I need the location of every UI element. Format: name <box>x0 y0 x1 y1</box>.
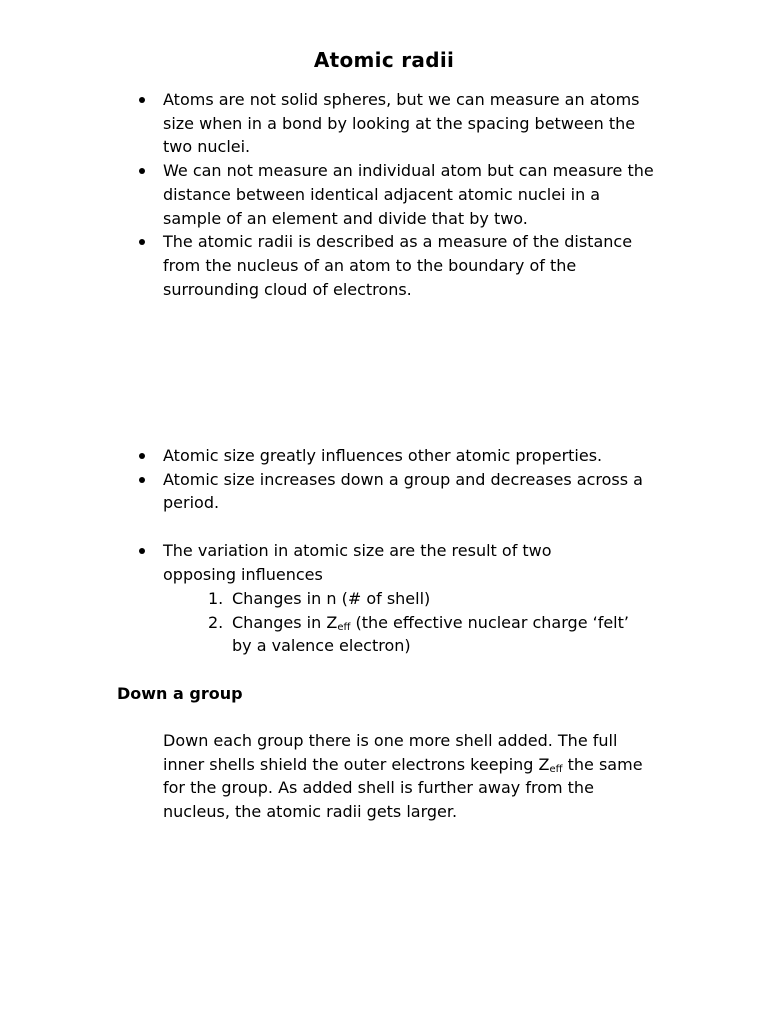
bullet-item <box>0 444 768 468</box>
bullet-icon <box>139 97 145 103</box>
item-number: 2. <box>208 612 224 632</box>
section-paragraph <box>163 729 653 824</box>
section-heading: Down a group <box>117 684 243 703</box>
bullet-text: Atoms are not solid spheres, but we can measure an atoms size when in a bond by looking at the spacing between the two nuclei. <box>163 90 640 157</box>
size-bullet-list <box>0 444 768 586</box>
bullet-text: Atomic size greatly influences other atomic properties. <box>163 446 603 465</box>
spacer <box>0 515 768 539</box>
subscript-eff: eff <box>337 621 351 633</box>
bullet-icon <box>139 453 145 459</box>
bullet-icon <box>139 548 145 554</box>
item-number: 1. <box>208 589 224 608</box>
influences-list <box>0 587 768 658</box>
numbered-item <box>0 587 768 611</box>
bullet-text: The atomic radii is described as a measure of the distance from the nucleus of an atom to the boundary of the surrounding cloud of electrons. <box>163 232 633 299</box>
item-text: Changes in n (# of shell) <box>232 589 431 608</box>
bullet-icon <box>139 168 145 174</box>
bullet-icon <box>139 239 145 245</box>
intro-bullet-list <box>0 88 768 301</box>
bullet-item <box>0 468 768 515</box>
bullet-text: We can not measure an individual atom but can measure the distance between identical adjacent atomic nuclei in a sample of an element and divide that by two. <box>163 161 654 228</box>
bullet-text: Atomic size increases down a group and decreases across a period. <box>163 469 643 513</box>
item-text-prefix: Changes in Z <box>232 612 338 632</box>
paragraph-text-part1: Down each group there is one more shell added. The full inner shells shield the outer electrons keeping Z <box>163 731 618 774</box>
bullet-item <box>0 230 768 301</box>
bullet-icon <box>139 477 145 483</box>
bullet-item <box>0 159 768 230</box>
bullet-item <box>0 539 768 586</box>
paragraph-text-part2: the same for the group. As added shell is further away from the nucleus, the atomic radii gets larger. <box>163 754 643 822</box>
page-title: Atomic radii <box>313 48 455 72</box>
item-text-suffix: (the effective nuclear charge ‘felt’ by a valence electron) <box>232 612 629 656</box>
numbered-item <box>0 611 768 658</box>
bullet-item <box>0 88 768 159</box>
bullet-text: The variation in atomic size are the result of two opposing influences <box>163 540 552 584</box>
subscript-eff: eff <box>549 763 563 775</box>
